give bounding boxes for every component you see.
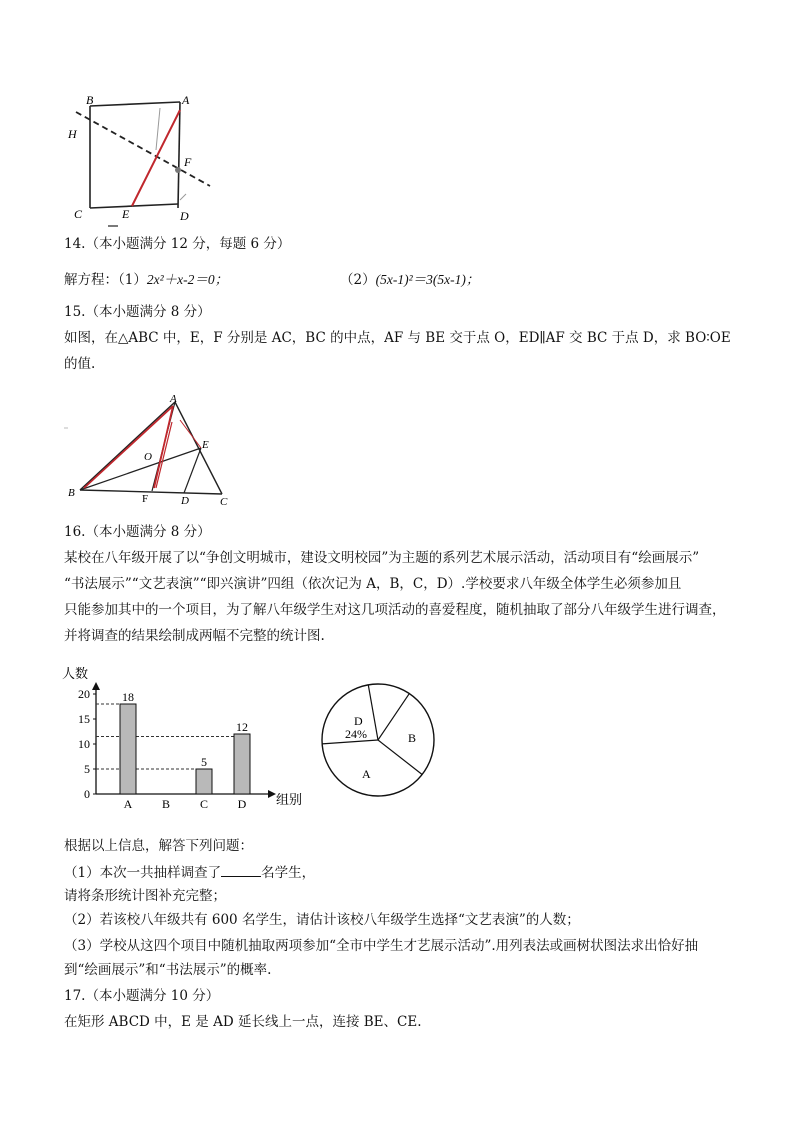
q16-q1-line1 xyxy=(64,862,315,883)
q16-q1-after: 名学生， xyxy=(261,865,316,881)
q14-part2 xyxy=(340,270,479,290)
bar-chart-xlabel: 组别 xyxy=(276,792,303,807)
fig13-label-E: E xyxy=(122,207,130,221)
fig13-side-BA xyxy=(90,102,180,106)
fig13-label-D: D xyxy=(180,209,189,223)
fig15-red-arc xyxy=(180,420,201,448)
bar-chart-xtick-label-C: C xyxy=(199,797,209,810)
q14-part2-eq: (5x-1)²＝3(5x-1)； xyxy=(375,272,480,287)
q14-header: 14.（本小题满分 12 分，每题 6 分） xyxy=(64,236,291,252)
bar-chart xyxy=(60,660,320,810)
bar-A xyxy=(120,704,136,794)
q16-text-line3: 只能参加其中的一个项目，为了解八年级学生对这几项活动的喜爱程度，随机抽取了部分八年级学生进行调查， xyxy=(64,602,726,618)
pie-percent-D: 24% xyxy=(345,727,367,741)
q16-q3-line2: 到“绘画展示”和“书法展示”的概率. xyxy=(64,962,272,978)
fig13-label-B: B xyxy=(86,93,94,107)
fig15-red-AB xyxy=(84,406,173,488)
fig13-label-H: H xyxy=(68,127,77,141)
bar-chart-xtick-label-B: B xyxy=(161,797,171,810)
q14-prompt: 解方程： xyxy=(64,272,118,288)
fig15-label-F: F xyxy=(142,493,149,505)
fig13-point-F-mark xyxy=(175,167,181,173)
q15-text-line2: 的值. xyxy=(64,356,96,372)
q16-text-line2: “书法展示”“文艺表演”“即兴演讲”四组（依次记为 A，B，C，D）.学校要求八年级全体学生必须参加且 xyxy=(64,576,682,592)
fig15-label-B: B xyxy=(68,487,75,499)
fig13-label-A: A xyxy=(182,93,190,107)
q16-q2: （2）若该校八年级共有 600 名学生，请估计该校八年级学生选择“文艺表演”的人数； xyxy=(64,912,580,928)
q16-header: 16.（本小题满分 8 分） xyxy=(64,524,211,540)
fig13-side-CD xyxy=(90,204,178,208)
bar-chart-ytick-label-0: 0 xyxy=(84,787,90,801)
pie-label-A: A xyxy=(362,767,371,781)
fig13-gray-line xyxy=(156,108,160,150)
bar-data-label-D: 12 xyxy=(236,720,248,734)
bar-chart-xtick-label-A: A xyxy=(123,797,133,810)
fig15-label-C: C xyxy=(220,496,228,508)
q14-part1-num: （1） xyxy=(118,272,147,288)
bar-chart-y-arrow xyxy=(92,682,100,690)
bar-chart-ylabel: 人数 xyxy=(62,666,89,681)
q16-q3-line1: （3）学校从这四个项目中随机抽取两项参加“全市中学生才艺展示活动”.用列表法或画树状图法求出恰好抽 xyxy=(64,938,699,954)
q15-text-line1: 如图，在△ABC 中，E，F 分别是 AC，BC 的中点，AF 与 BE 交于点 O，ED∥AF 交 BC 于点 D，求 BO∶OE xyxy=(64,330,731,346)
q16-q1-answer-blank[interactable] xyxy=(221,862,261,877)
bar-D xyxy=(234,734,250,794)
bar-chart-ytick-label-5: 5 xyxy=(84,762,90,776)
fig15-side-AC xyxy=(175,402,222,494)
fig15-red-E xyxy=(156,422,172,488)
pie-chart xyxy=(318,680,438,800)
q14-part2-num: （2） xyxy=(340,272,376,288)
pie-label-B: B xyxy=(408,731,417,745)
fig13-red-line-AE xyxy=(132,110,180,206)
q15-figure xyxy=(60,392,240,510)
fig15-side-BC xyxy=(80,490,222,494)
fig15-side-AB xyxy=(80,402,175,490)
bar-chart-ytick-label-10: 10 xyxy=(78,737,90,751)
q16-q1-line2: 请将条形统计图补充完整； xyxy=(64,888,226,904)
fig13-dashed-line xyxy=(76,112,210,186)
fig15-label-A: A xyxy=(170,393,177,405)
fig15-segment-BE xyxy=(80,448,201,490)
bar-data-label-C: 5 xyxy=(201,755,207,769)
fig15-segment-ED xyxy=(184,448,201,493)
bar-data-label-A: 18 xyxy=(122,690,134,704)
fig13-gray-mark xyxy=(180,194,186,200)
bar-chart-xtick-label-D: D xyxy=(237,797,247,810)
q15-header: 15.（本小题满分 8 分） xyxy=(64,304,211,320)
fig15-label-O: O xyxy=(144,451,152,463)
q16-q1-before: （1）本次一共抽样调查了 xyxy=(64,865,222,881)
bar-C xyxy=(196,769,212,794)
q17-header: 17.（本小题满分 10 分） xyxy=(64,988,220,1004)
fig13-side-AD xyxy=(178,102,180,208)
q16-text-line1: 某校在八年级开展了以“争创文明城市，建设文明校园”为主题的系列艺术展示活动，活动项目有“绘画展示” xyxy=(64,550,700,566)
bar-chart-ytick-label-15: 15 xyxy=(78,712,90,726)
bar-chart-x-arrow xyxy=(268,790,276,798)
q16-text-line4: 并将调查的结果绘制成两幅不完整的统计图. xyxy=(64,628,325,644)
q17-text: 在矩形 ABCD 中，E 是 AD 延长线上一点，连接 BE、CE. xyxy=(64,1014,422,1030)
fig13-label-F: F xyxy=(184,155,192,169)
q14-part1-eq: 2x²＋x-2＝0； xyxy=(146,272,229,287)
pie-label-D: D xyxy=(354,714,363,728)
fig15-label-D: D xyxy=(181,495,189,507)
q13-figure xyxy=(60,90,230,240)
bar-chart-ytick-label-20: 20 xyxy=(78,687,90,701)
fig13-label-C: C xyxy=(74,207,83,221)
fig15-label-E: E xyxy=(202,439,209,451)
q14-equations xyxy=(64,270,228,290)
q16-intro: 根据以上信息，解答下列问题： xyxy=(64,838,253,854)
